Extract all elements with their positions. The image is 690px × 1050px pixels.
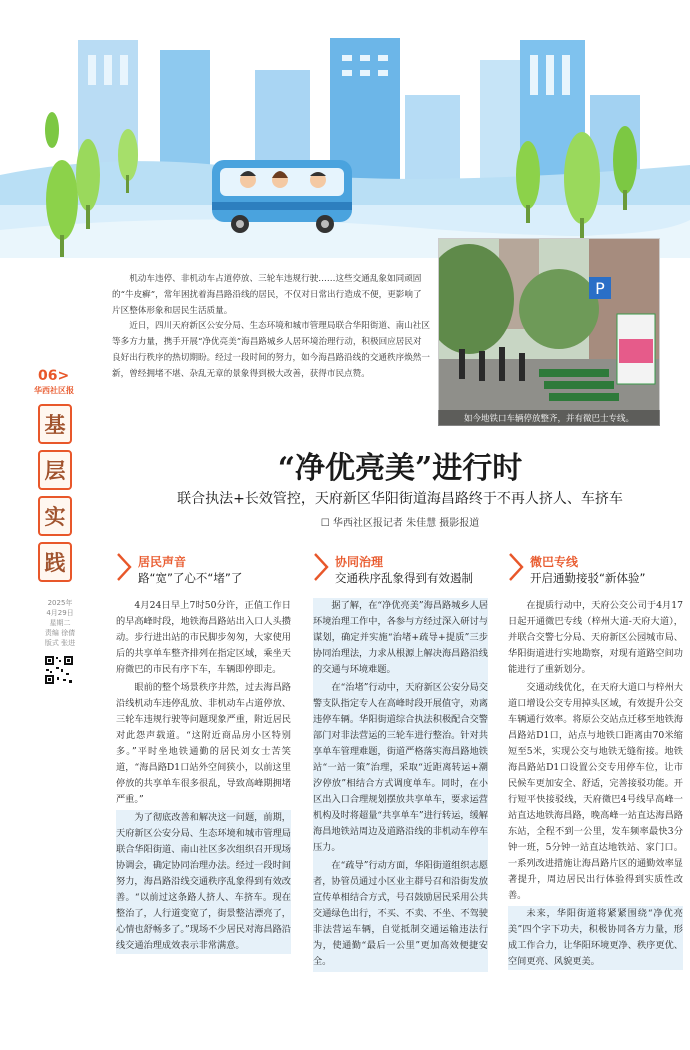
intro-text bbox=[112, 272, 430, 383]
column-title-char: 层 bbox=[38, 450, 72, 490]
article-column-3 bbox=[508, 598, 683, 972]
publication-name: 华西社区报 bbox=[34, 386, 74, 395]
street-photo bbox=[438, 238, 660, 426]
column-title-char: 实 bbox=[38, 496, 72, 536]
column-head-2: 协同治理 交通秩序乱象得到有效遏制 bbox=[313, 548, 488, 590]
paragraph: 在“治堵”行动中，天府新区公安分局交警支队指定专人在高峰时段开展值守，劝离违停车辆。华阳街道综合执法积极配合交警部门对非法营运的三轮车进行整治。针对共享单车管理难题，街道严格落实海昌路地铁站“一站一策”治理，采取“近距离转运+潮汐停放”相结合方式调度单车。同时，在小区出入口合理规划摆放共享单车，要求运营机构及时将超量“共享单车”进行转运，缓解海昌地铁站周边及道路沿线的非机动车停车压力。 bbox=[313, 682, 488, 853]
byline: ☐ 华西社区报记者 朱佳慧 摄影报道 bbox=[320, 518, 480, 529]
column-title-char: 基 bbox=[38, 404, 72, 444]
headline: “净优亮美”进行时 bbox=[277, 451, 523, 486]
byline-box-icon: ☐ bbox=[320, 518, 333, 529]
issue-meta: 2025年 4月29日 星期二 责编 徐倩 版式 张进 bbox=[44, 599, 76, 647]
chevron-right-icon bbox=[508, 552, 524, 582]
column-head-1: 居民声音 路“宽”了心不“堵”了 bbox=[116, 548, 291, 590]
chevron-right-icon bbox=[116, 552, 132, 582]
subheadline: 联合执法+长效管控，天府新区华阳街道海昌路终于不再人挤人、车挤车 bbox=[177, 491, 623, 507]
article-column-2 bbox=[313, 598, 488, 972]
column-head-3: 微巴专线 开启通勤接驳“新体验” bbox=[508, 548, 683, 590]
paragraph: 眼前的整个场景秩序井然，过去海昌路沿线机动车违停乱放、非机动车占道停放、三轮车违规行驶等问题现象严重，附近居民对此怨声载道。“这附近商品房小区特别多。”平时坐地铁通勤的居民刘女士苦笑道，“海昌路D1口站外空间狭小，以前这里停放的共享单车很多很乱，导致高峰期拥堵严重。” bbox=[116, 682, 291, 805]
chevron-right-icon bbox=[313, 552, 329, 582]
column-title bbox=[38, 404, 74, 588]
paragraph: 据了解，在“净优亮美”海昌路城乡人居环境治理工作中，各参与方经过深入研讨与谋划，确定并实施“治堵+疏导+提质”三步协同治理法，力求从根源上解决海昌路沿线的交通与环境难题。 bbox=[313, 600, 488, 675]
photo-caption: 如今地铁口车辆停放整齐，并有微巴士专线。 bbox=[438, 410, 660, 426]
paragraph: 交通动线优化，在天府大道口与梓州大道口增设公交专用掉头区域，有效提升公交车辆通行效率。将原公交站点迁移至地铁海昌路站D1口，站点与地铁口距离由70米缩短至5米，实现公交与地铁无缝衔接。地铁海昌路站D1口设置公交专用停车位，让市民候车更加安全、舒适，完善接驳功能。开行短平快接驳线，天府微巴4号线早高峰一站直达地铁海昌路，晚高峰一站直达海昌路东站，全程不到一公里，发车频率最快3分钟一班，5分钟一站直达地铁站、家门口。一系列改进措施让海昌路片区的通勤效率显著提升，周边居民出行体验得到实质性改善。 bbox=[508, 682, 683, 901]
article-column-1 bbox=[116, 598, 291, 956]
paragraph: 在提质行动中，天府公交公司于4月17日起开通微巴专线（梓州大道-天府大道），并联合交警七分局、天府新区公园城市局、华阳街道进行实地勘察，对现有道路空间功能进行了重新划分。 bbox=[508, 600, 683, 675]
page-number: 06> bbox=[38, 368, 70, 384]
hero-illustration bbox=[0, 0, 690, 258]
column-title-char: 践 bbox=[38, 542, 72, 582]
qr-code bbox=[44, 655, 74, 685]
svg-text:P: P bbox=[595, 279, 605, 298]
paragraph: 未来，华阳街道将紧紧围绕“净优亮美”四个字下功夫，积极协同各方力量，形成工作合力，让华阳环境更净、秩序更优、空间更亮、风貌更美。 bbox=[508, 906, 683, 970]
paragraph: 为了彻底改善和解决这一问题，前期，天府新区公安分局、生态环境和城市管理局联合华阳街道、南山社区多次组织召开现场协调会，确定协同治理办法。经过一段时间努力，海昌路沿线交通秩序乱象得到有效改善。“以前过这条路人挤人、车挤车。现在整治了，人行道变宽了，街景整洁漂亮了，心情也舒畅多了。”现场不少居民对海昌路沿线交通治理成效表示非常满意。 bbox=[116, 810, 291, 954]
paragraph: 4月24日早上7时50分许，正值工作日的早高峰时段，地铁海昌路站出入口人头攒动。步行进出站的市民脚步匆匆，大家使用后的共享单车整齐排列在指定区域，乘坐天府微巴的市民有序下车，车辆即停即走。 bbox=[116, 600, 291, 675]
paragraph: 在“疏导”行动方面，华阳街道组织志愿者，协管员通过小区业主群号召和沿街发放宣传单相结合方式，号召鼓励居民采用公共交通绿色出行，不买、不卖、不坐、不驾驶非法营运车辆，自觉抵制交通运输违法行为，使通勤“最后一公里”更加高效便捷安全。 bbox=[313, 860, 488, 967]
intro-paragraph: 近日，四川天府新区公安分局、生态环境和城市管理局联合华阳街道、南山社区等多方力量，携手开展“净优亮美”海昌路城乡人居环境治理行动，积极回应居民对良好出行秩序的热切期盼。经过一段时间的努力，如今海昌路沿线的交通秩序焕然一新，曾经拥堵不堪、杂乱无章的景象得到极大改善，获得市民点赞。 bbox=[112, 321, 430, 379]
intro-paragraph: 机动车违停、非机动车占道停放、三轮车违规行驶……这些交通乱象如同顽固的“牛皮癣”，常年困扰着海昌路沿线的居民，不仅对日常出行造成不便，更影响了片区整体形象和居民生活质量。 bbox=[112, 274, 422, 316]
